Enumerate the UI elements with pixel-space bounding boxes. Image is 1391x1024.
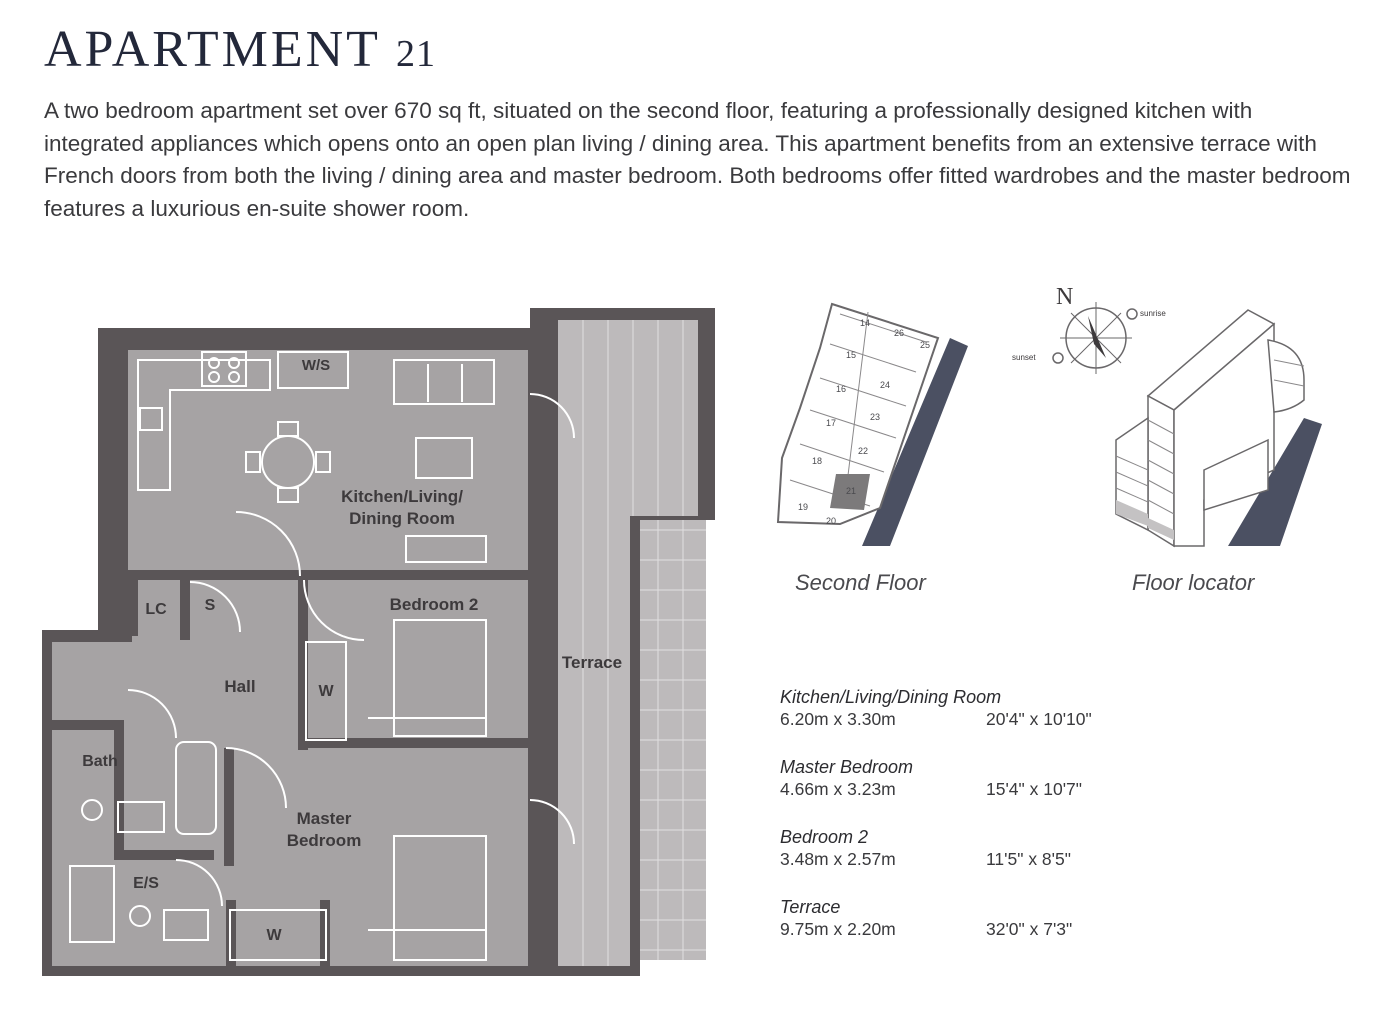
unit-26: 26 bbox=[894, 328, 905, 338]
room-metric: 9.75m x 2.20m bbox=[780, 919, 896, 939]
unit-20: 20 bbox=[826, 516, 837, 526]
room-metric: 6.20m x 3.30m bbox=[780, 709, 896, 729]
sunset-label: sunset bbox=[1012, 353, 1036, 362]
unit-23: 23 bbox=[870, 412, 881, 422]
unit-16: 16 bbox=[836, 384, 847, 394]
room-name: Kitchen/Living/Dining Room bbox=[780, 687, 1002, 707]
label-dining: Dining Room bbox=[349, 509, 455, 528]
unit-25: 25 bbox=[920, 340, 931, 350]
unit-14: 14 bbox=[860, 318, 871, 328]
room-imperial: 32'0" x 7'3" bbox=[986, 919, 1073, 939]
unit-24: 24 bbox=[880, 380, 891, 390]
room-imperial: 20'4" x 10'10" bbox=[986, 709, 1092, 729]
room-dimensions bbox=[780, 686, 1200, 966]
label-hall: Hall bbox=[224, 677, 256, 696]
label-wardrobe-1: W bbox=[318, 683, 334, 700]
floor-locator-caption: Floor locator bbox=[1132, 570, 1255, 595]
compass-north: N bbox=[1056, 284, 1074, 310]
room-name: Bedroom 2 bbox=[780, 827, 869, 847]
room-name: Master Bedroom bbox=[780, 757, 914, 777]
floor-plan bbox=[30, 290, 730, 990]
label-master-1: Master bbox=[296, 809, 352, 828]
room-dimension-entry bbox=[780, 896, 1200, 940]
unit-15: 15 bbox=[846, 350, 857, 360]
label-bath: Bath bbox=[82, 753, 118, 770]
label-s: S bbox=[204, 597, 216, 614]
room-dimension-entry bbox=[780, 686, 1200, 730]
unit-19: 19 bbox=[798, 502, 809, 512]
room-metric: 3.48m x 2.57m bbox=[780, 849, 896, 869]
room-dimension-entry bbox=[780, 826, 1200, 870]
room-dimension-entry bbox=[780, 756, 1200, 800]
unit-17: 17 bbox=[826, 418, 837, 428]
label-es: E/S bbox=[133, 875, 159, 892]
label-master-2: Bedroom bbox=[286, 831, 362, 850]
room-imperial: 15'4" x 10'7" bbox=[986, 779, 1082, 799]
title-text: APARTMENT bbox=[44, 21, 380, 78]
label-ws: W/S bbox=[301, 357, 331, 374]
second-floor-caption: Second Floor bbox=[795, 570, 926, 595]
apartment-number: 21 bbox=[395, 33, 436, 75]
label-bedroom2: Bedroom 2 bbox=[389, 595, 479, 614]
room-name: Terrace bbox=[780, 897, 841, 917]
label-lc: LC bbox=[145, 601, 167, 618]
compass-needle bbox=[1088, 316, 1106, 358]
unit-18: 18 bbox=[812, 456, 823, 466]
label-wardrobe-2: W bbox=[266, 927, 282, 944]
apartment-description: A two bedroom apartment set over 670 sq ft, situated on the second floor, featuring a professionally designed kitchen with integrated appliances which opens onto an open plan living / dining area. This apartment benefits from an extensive terrace with French doors from both the living / dining area and master bedroom. Both bedrooms offer fitted wardrobes and the master bedroom features a luxurious en-suite shower room. bbox=[44, 98, 1351, 221]
label-kitchen: Kitchen/Living/ bbox=[341, 487, 463, 506]
room-imperial: 11'5" x 8'5" bbox=[986, 849, 1071, 869]
sunset-icon bbox=[1053, 353, 1063, 363]
unit-22: 22 bbox=[858, 446, 869, 456]
room-metric: 4.66m x 3.23m bbox=[780, 779, 896, 799]
second-floor-map bbox=[770, 298, 980, 558]
page-title bbox=[44, 20, 436, 79]
label-terrace: Terrace bbox=[561, 653, 623, 672]
unit-21: 21 bbox=[846, 486, 857, 496]
sunrise-label: sunrise bbox=[1140, 309, 1166, 318]
floor-locator-building bbox=[1108, 300, 1338, 555]
